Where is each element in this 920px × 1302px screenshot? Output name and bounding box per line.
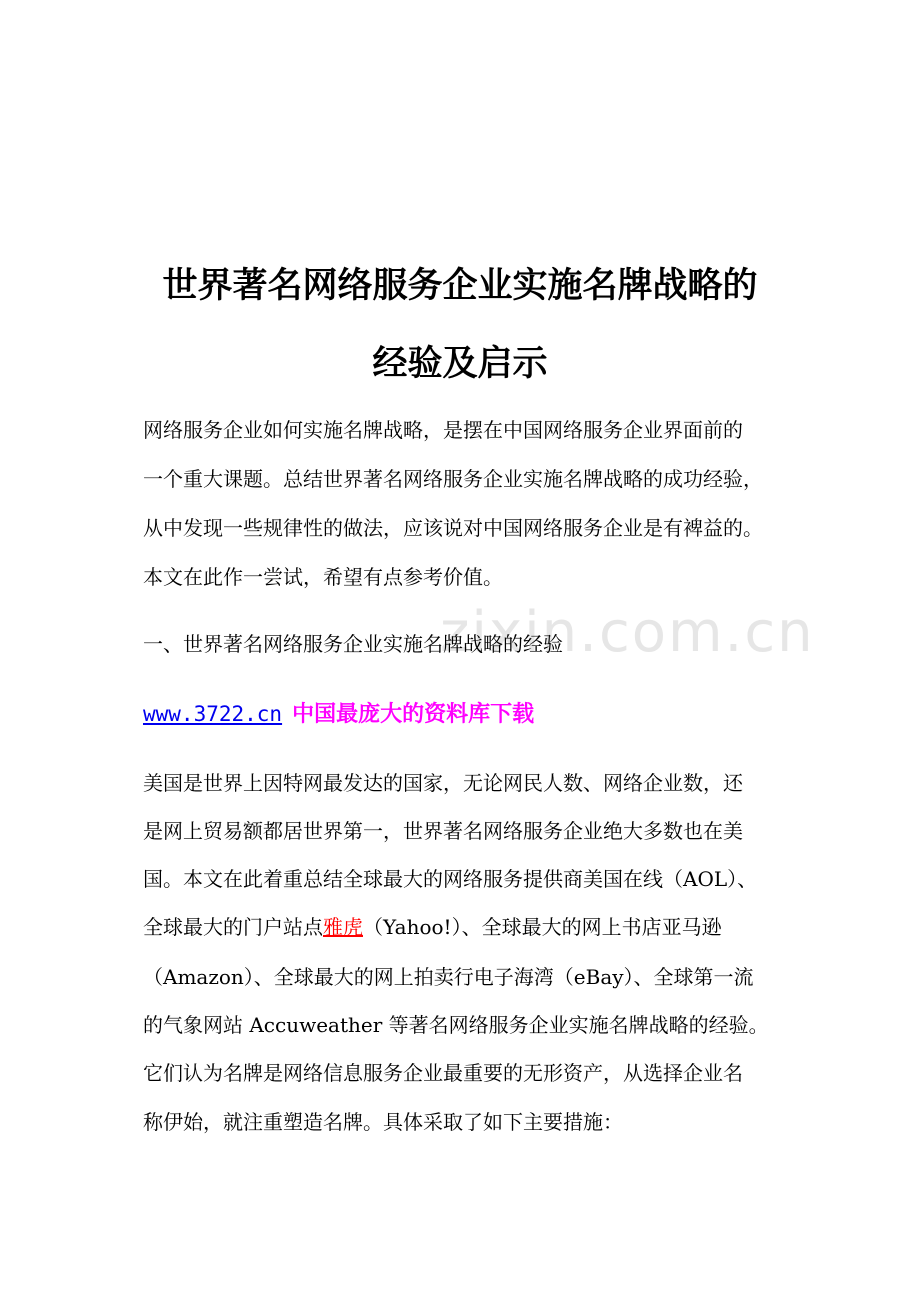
intro-line-1: 网络服务企业如何实施名牌战略，是摆在中国网络服务企业界面前的 (143, 418, 743, 442)
title-line-1: 世界著名网络服务企业实施名牌战略的 (162, 266, 758, 306)
intro-line-3: 从中发现一些规律性的做法，应该说对中国网络服务企业是有裨益的。 (143, 516, 763, 540)
body-line-5: （Amazon）、全球最大的网上拍卖行电子海湾（eBay）、全球第一流 (143, 965, 754, 989)
promo-row (143, 697, 534, 728)
body-line-4 (143, 911, 722, 940)
body-line-3: 国。本文在此着重总结全球最大的网络服务提供商美国在线（AOL）、 (143, 867, 758, 891)
title-line-2: 经验及启示 (372, 344, 548, 384)
site-link[interactable]: www.3722.cn (143, 702, 283, 726)
body-line-7: 它们认为名牌是网络信息服务企业最重要的无形资产，从选择企业名 (143, 1061, 743, 1085)
body-line-1: 美国是世界上因特网最发达的国家，无论网民人数、网络企业数，还 (143, 771, 743, 795)
promo-tagline: 中国最庞大的资料库下载 (292, 702, 535, 727)
intro-line-2: 一个重大课题。总结世界著名网络服务企业实施名牌战略的成功经验， (143, 467, 763, 491)
yahoo-link[interactable]: 雅虎 (323, 915, 363, 939)
body-line-6: 的气象网站 Accuweather 等著名网络服务企业实施名牌战略的经验。 (143, 1013, 769, 1037)
section-heading: 一、世界著名网络服务企业实施名牌战略的经验 (143, 632, 563, 656)
body-line-4-after: （Yahoo!）、全球最大的网上书店亚马逊 (363, 915, 722, 939)
intro-line-4: 本文在此作一尝试，希望有点参考价值。 (143, 565, 503, 589)
body-line-2: 是网上贸易额都居世界第一，世界著名网络服务企业绝大多数也在美 (143, 819, 743, 843)
watermark: zixin.com.cn (440, 600, 815, 665)
body-line-8: 称伊始，就注重塑造名牌。具体采取了如下主要措施： (143, 1110, 623, 1134)
body-line-4-before: 全球最大的门户站点 (143, 915, 323, 939)
